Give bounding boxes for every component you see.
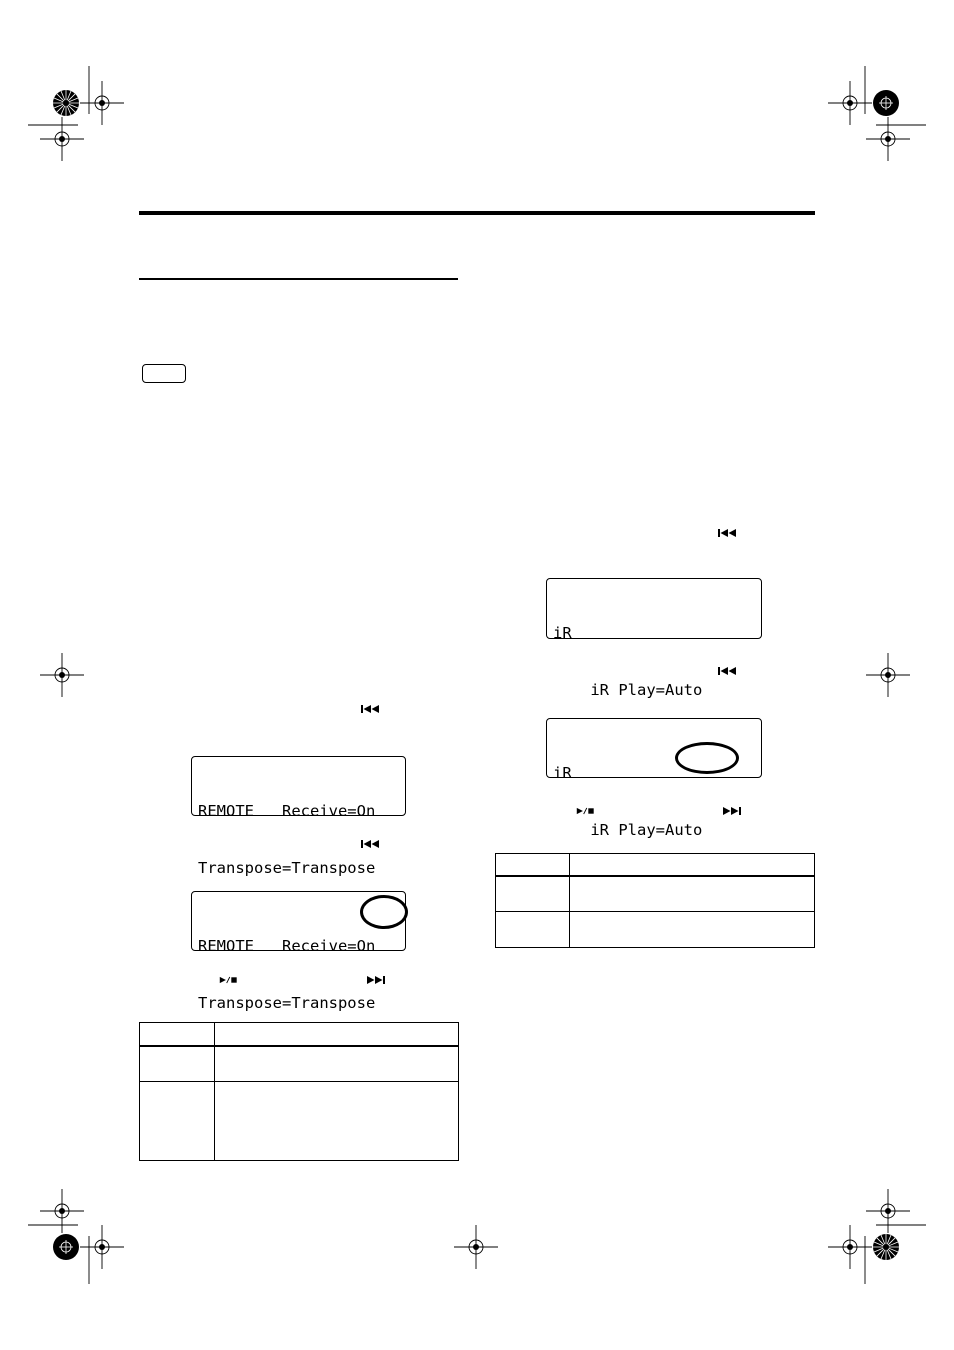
- fast-forward-icon: [722, 806, 742, 816]
- table-cell: [140, 1082, 215, 1161]
- rewind-icon: [718, 528, 738, 538]
- highlight-circle: [360, 895, 408, 929]
- table-cell: [215, 1082, 459, 1161]
- rewind-icon: [361, 839, 381, 849]
- table-cell: [140, 1046, 215, 1082]
- table-header-row: [496, 854, 815, 876]
- lcd-line-2: Transpose=Transpose: [198, 859, 376, 877]
- table-cell: [140, 1023, 215, 1046]
- play-stop-icon: [576, 806, 596, 816]
- table-row: [140, 1082, 459, 1161]
- play-stop-icon: [219, 975, 239, 985]
- table-row: [496, 876, 815, 912]
- rewind-icon: [361, 704, 381, 714]
- lcd-display-ir: [546, 578, 762, 699]
- highlight-circle: [675, 742, 739, 774]
- lcd-line-2: iR Play=Auto: [553, 821, 703, 839]
- rewind-icon: [718, 666, 738, 676]
- table-row: [140, 1046, 459, 1082]
- settings-table-right: [495, 853, 815, 948]
- table-cell: [215, 1046, 459, 1082]
- lcd-line-1: REMOTE Receive=On: [198, 937, 376, 955]
- lcd-line-2: Transpose=Transpose: [198, 994, 376, 1012]
- table-row: [496, 912, 815, 948]
- section-rule: [139, 278, 458, 280]
- table-cell: [215, 1023, 459, 1046]
- lcd-line-1: REMOTE Receive=On: [198, 802, 376, 820]
- note-box: [142, 364, 186, 383]
- settings-table-left: [139, 1022, 459, 1161]
- table-header-row: [140, 1023, 459, 1046]
- lcd-line-1: iR: [553, 764, 572, 782]
- lcd-line-2: iR Play=Auto: [553, 681, 703, 699]
- lcd-display-remote: [191, 756, 406, 877]
- table-cell: [496, 912, 570, 948]
- fast-forward-icon: [366, 975, 386, 985]
- table-cell: [570, 854, 815, 876]
- table-cell: [496, 854, 570, 876]
- header-rule: [139, 211, 815, 215]
- table-cell: [496, 876, 570, 912]
- lcd-line-1: iR: [553, 624, 572, 642]
- table-cell: [570, 912, 815, 948]
- table-cell: [570, 876, 815, 912]
